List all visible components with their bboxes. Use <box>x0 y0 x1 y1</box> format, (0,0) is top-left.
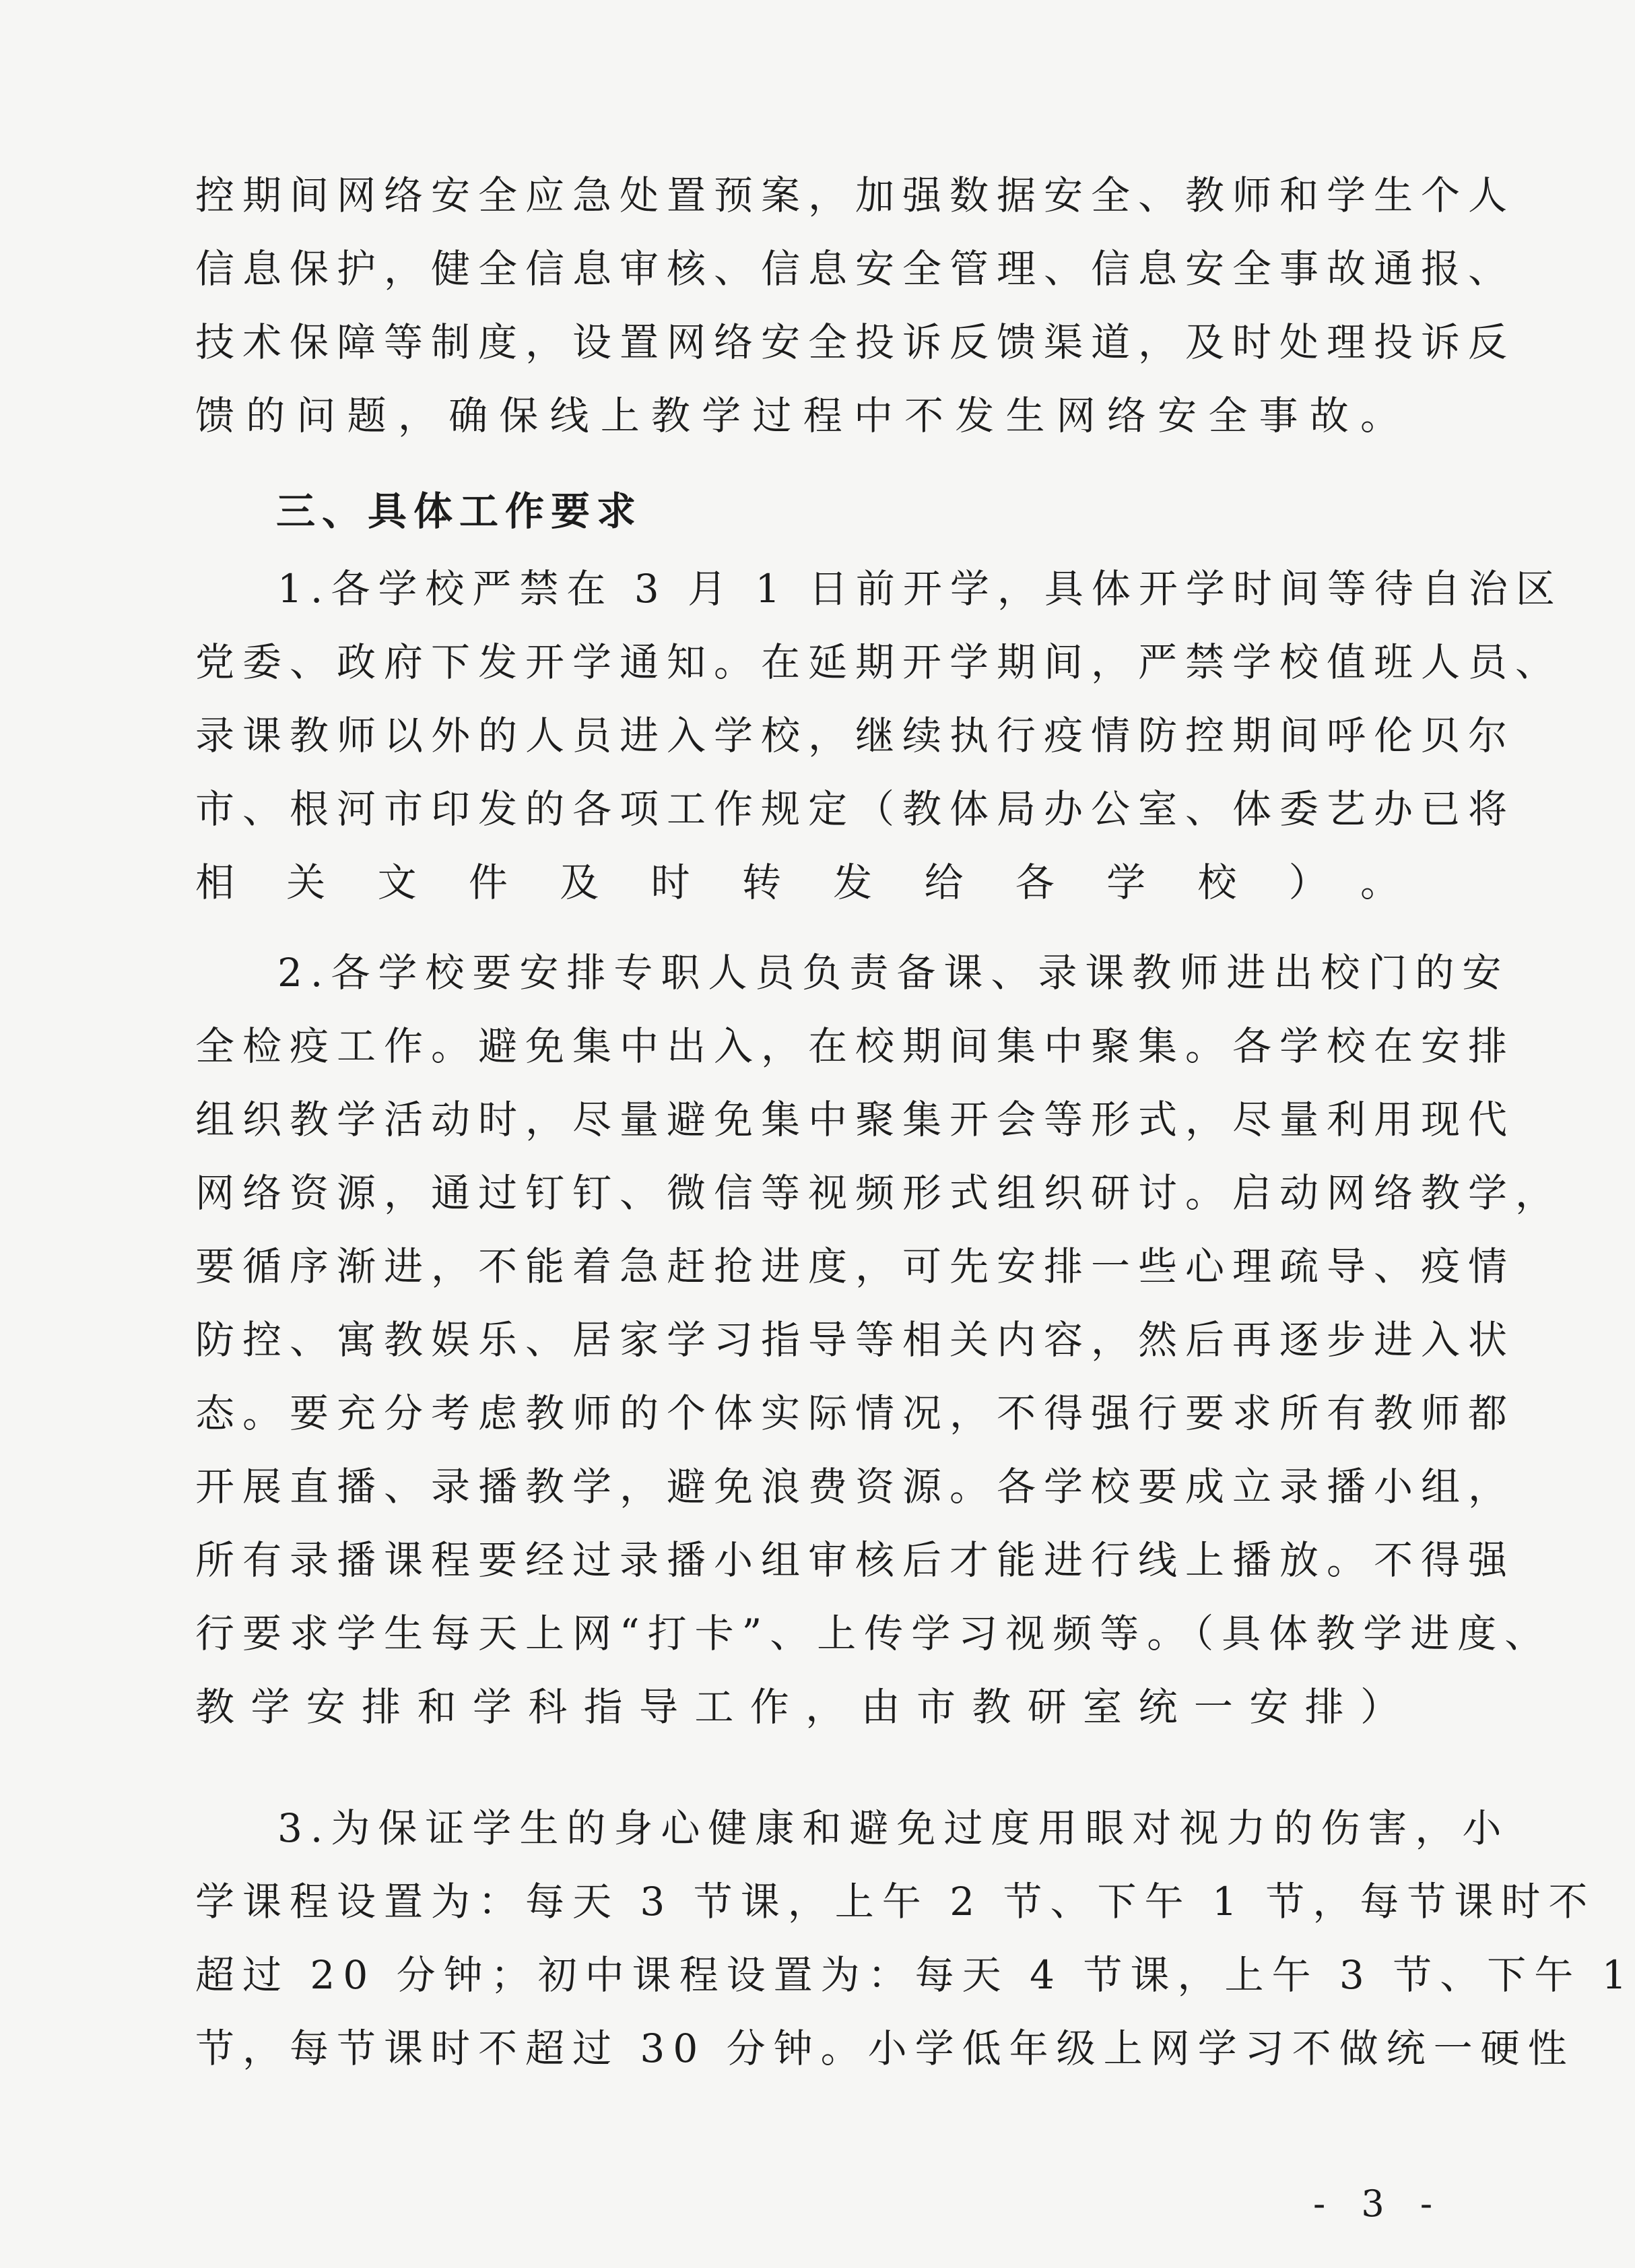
text-line: 防控、寓教娱乐、居家学习指导等相关内容，然后再逐步进入状 <box>195 1317 1516 1363</box>
paragraph-network-security <box>195 159 1516 453</box>
text-line: 全检疫工作。避免集中出入，在校期间集中聚集。各学校在安排 <box>195 1023 1516 1069</box>
text-line: 组织教学活动时，尽量避免集中聚集开会等形式，尽量利用现代 <box>195 1097 1516 1142</box>
text-line: 录课教师以外的人员进入学校，继续执行疫情防控期间呼伦贝尔 <box>195 713 1516 758</box>
text-line: 开展直播、录播教学，避免浪费资源。各学校要成立录播小组， <box>195 1464 1516 1510</box>
paragraph-item-1 <box>195 552 1563 919</box>
text-line: 技术保障等制度，设置网络安全投诉反馈渠道，及时处理投诉反 <box>195 319 1516 365</box>
text-line: 行要求学生每天上网“打卡”、上传学习视频等。（具体教学进度、 <box>195 1611 1552 1656</box>
section-heading: 三、具体工作要求 <box>276 488 643 534</box>
text-line: 节，每节课时不超过 30 分钟。小学低年级上网学习不做统一硬性 <box>195 2026 1575 2071</box>
text-line: 超过 20 分钟；初中课程设置为：每天 4 节课，上午 3 节、下午 1 <box>195 1952 1635 1998</box>
page-number: - 3 - <box>1313 2182 1445 2225</box>
text-line: 网络资源，通过钉钉、微信等视频形式组织研讨。启动网络教学， <box>195 1170 1563 1216</box>
text-line: 1.各学校严禁在 3 月 1 日前开学，具体开学时间等待自治区 <box>277 566 1563 612</box>
text-line: 市、根河市印发的各项工作规定（教体局办公室、体委艺办已将 <box>195 786 1516 832</box>
paragraph-item-2 <box>195 936 1563 1744</box>
paragraph-item-3 <box>195 1792 1635 2085</box>
text-line: 党委、政府下发开学通知。在延期开学期间，严禁学校值班人员、 <box>195 639 1563 685</box>
text-line: 学课程设置为：每天 3 节课，上午 2 节、下午 1 节，每节课时不 <box>195 1879 1596 1924</box>
text-line: 控期间网络安全应急处置预案，加强数据安全、教师和学生个人 <box>195 172 1516 218</box>
text-line: 2.各学校要安排专职人员负责备课、录课教师进出校门的安 <box>277 950 1510 996</box>
text-line: 要循序渐进，不能着急赶抢进度，可先安排一些心理疏导、疫情 <box>195 1243 1516 1289</box>
text-line: 信息保护，健全信息审核、信息安全管理、信息安全事故通报、 <box>195 246 1516 292</box>
text-line: 3.为保证学生的身心健康和避免过度用眼对视力的伤害，小 <box>277 1805 1510 1851</box>
text-line: 态。要充分考虑教师的个体实际情况，不得强行要求所有教师都 <box>195 1390 1516 1436</box>
text-line: 馈的问题，确保线上教学过程中不发生网络安全事故。 <box>195 393 1407 439</box>
text-line: 所有录播课程要经过录播小组审核后才能进行线上播放。不得强 <box>195 1537 1516 1583</box>
text-line: 教学安排和学科指导工作，由市教研室统一安排） <box>195 1684 1407 1730</box>
text-line: 相关文件及时转发给各学校）。 <box>195 860 1407 905</box>
